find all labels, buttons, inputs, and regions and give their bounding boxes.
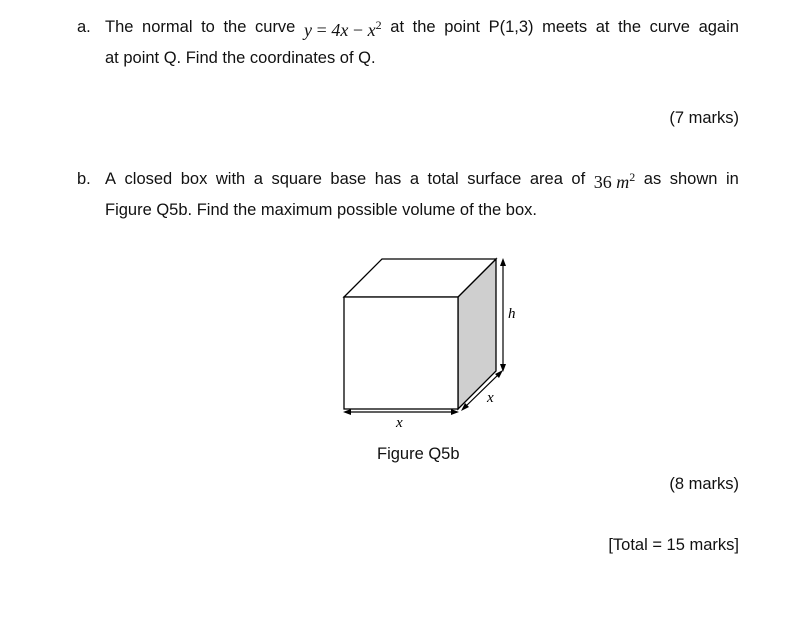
eq-minus: −: [352, 20, 364, 40]
area-power: 2: [629, 170, 636, 184]
label-x-bottom: x: [396, 415, 403, 431]
eq-x: x: [367, 20, 376, 40]
area-unit: m: [616, 172, 630, 192]
word: surface: [467, 170, 522, 188]
word: base: [330, 170, 367, 188]
height-arrowhead-bottom: [500, 364, 506, 372]
label-h: h: [508, 306, 516, 322]
box-front-face: [344, 297, 458, 409]
word: total: [427, 170, 459, 188]
total-marks: [Total = 15 marks]: [608, 536, 739, 554]
part-b-label: b.: [77, 170, 91, 188]
word: a: [253, 170, 263, 188]
word: a: [409, 170, 420, 188]
word: with: [215, 170, 246, 188]
word: the: [412, 18, 436, 36]
part-a-label: a.: [77, 18, 91, 36]
word: box: [180, 170, 208, 188]
word: has: [374, 170, 402, 188]
word: The: [105, 18, 134, 36]
word: again: [698, 18, 739, 36]
area-value: 36: [593, 172, 612, 192]
word: point: [444, 18, 480, 36]
word: P(1,3): [488, 18, 534, 36]
word: A: [105, 170, 117, 188]
word: square: [271, 170, 322, 188]
word: of: [571, 170, 586, 188]
word: to: [201, 18, 215, 36]
word: meets: [542, 18, 588, 36]
width-arrowhead-left: [343, 409, 351, 415]
word: as: [643, 170, 662, 188]
part-b-marks: (8 marks): [669, 475, 739, 493]
part-a-question-line-2: at point Q. Find the coordinates of Q.: [105, 49, 376, 67]
part-a-marks: (7 marks): [669, 109, 739, 127]
word: the: [618, 18, 641, 36]
word: curve: [255, 18, 296, 36]
height-arrowhead-top: [500, 258, 506, 266]
word: at: [595, 18, 610, 36]
label-x-depth: x: [487, 390, 494, 406]
part-b-question-line-2: Figure Q5b. Find the maximum possible volume of the box.: [105, 201, 537, 219]
eq-4x: 4x: [331, 20, 349, 40]
word: curve: [649, 18, 690, 36]
eq-power: 2: [375, 18, 382, 32]
word: shown: [669, 170, 718, 188]
word: normal: [142, 18, 193, 36]
word: in: [725, 170, 739, 188]
eq-y: y: [303, 20, 312, 40]
eq-equals: =: [316, 20, 327, 40]
word: at: [390, 18, 405, 36]
word: area: [529, 170, 563, 188]
word: the: [223, 18, 247, 36]
word: closed: [124, 170, 173, 188]
figure-caption: Figure Q5b: [377, 445, 460, 463]
